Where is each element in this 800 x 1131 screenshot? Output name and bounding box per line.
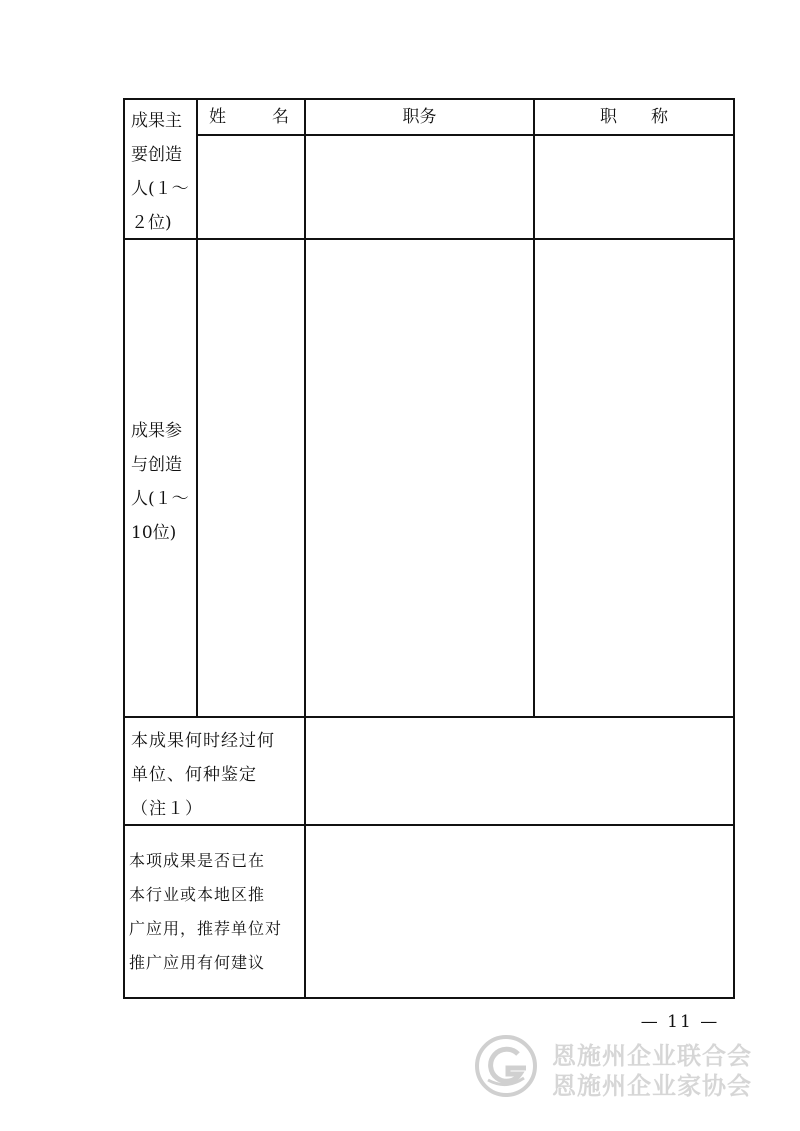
row-divider-1 xyxy=(123,238,735,240)
col-divider-1 xyxy=(196,98,198,717)
label-appraisal: 本成果何时经过何 单位、何种鉴定 （注１） xyxy=(131,731,275,819)
header-divider xyxy=(196,134,735,136)
page-number: — 11 — xyxy=(640,1012,720,1032)
watermark-line-2: 恩施州企业家协会 xyxy=(552,1072,752,1100)
table-border-bottom xyxy=(123,997,735,999)
header-name: 姓 名 xyxy=(209,107,293,127)
col-divider-2 xyxy=(304,98,306,998)
organization-logo-icon xyxy=(474,1034,538,1098)
watermark xyxy=(474,1030,784,1100)
label-participants: 成果参 与创造 人(１～ 10位) xyxy=(131,421,189,543)
row-divider-2 xyxy=(123,716,735,718)
col-divider-3 xyxy=(533,98,535,717)
header-title: 职 称 xyxy=(600,107,668,127)
label-main-creators: 成果主 要创造 人(１～ ２位) xyxy=(131,111,189,233)
table-border-left xyxy=(123,98,125,998)
watermark-line-1: 恩施州企业联合会 xyxy=(552,1042,752,1070)
header-position: 职务 xyxy=(402,107,437,127)
label-promotion: 本项成果是否已在 本行业或本地区推 广应用，推荐单位对 推广应用有何建议 xyxy=(129,851,283,972)
table-border-right xyxy=(733,98,735,998)
